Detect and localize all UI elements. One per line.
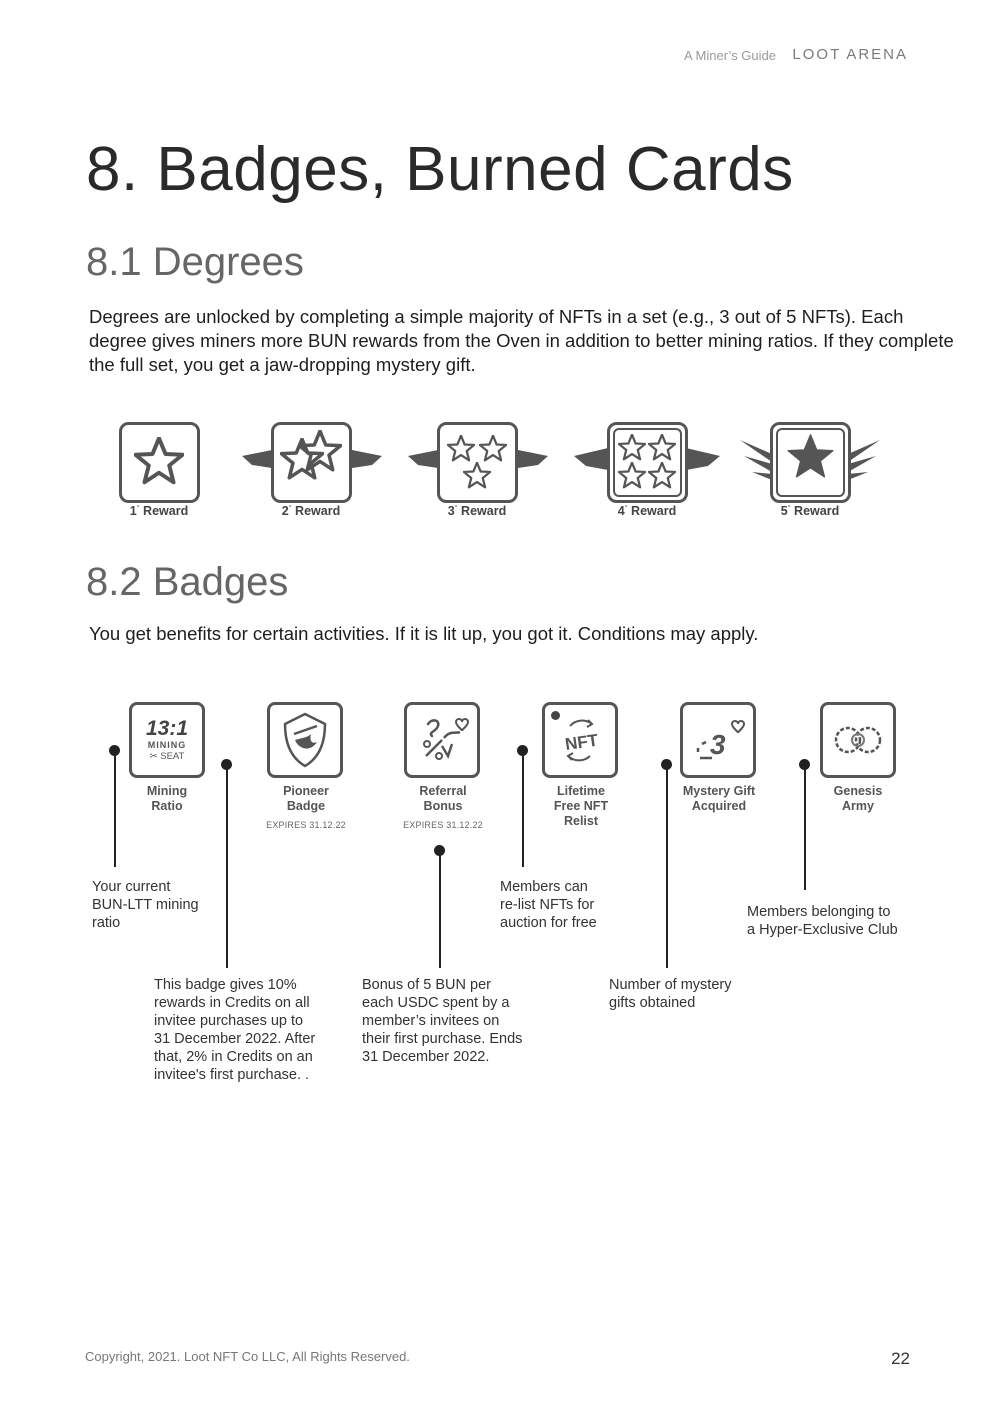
note-pioneer: This badge gives 10% rewards in Credits on all invitee purchases up to 31 December 2022. After that, 2% in Credits on an invitee's first purchase. . [154, 977, 316, 1083]
referral-percent-icon [412, 710, 472, 770]
badge-label-pioneer: Pioneer Badge [283, 784, 329, 813]
badge-label-mining-ratio: Mining Ratio [146, 784, 188, 813]
degree-label-4: 4° Reward [617, 504, 677, 518]
badge-label-relist: Lifetime Free NFT Relist [553, 784, 609, 828]
degree-label-1: 1° Reward [129, 504, 189, 518]
badge-expiry-pioneer: EXPIRES 31.12.22 [266, 820, 346, 830]
page-number: 22 [891, 1349, 910, 1368]
degree-3-icon [408, 424, 548, 502]
note-relist: Members can re-list NFTs for auction for free [500, 879, 597, 931]
section-heading-degrees: 8.1 Degrees [86, 240, 304, 284]
badge-expiry-referral: EXPIRES 31.12.22 [403, 820, 483, 830]
degree-label-2: 2° Reward [281, 504, 341, 518]
page-title: 8. Badges, Burned Cards [86, 135, 794, 204]
degree-4-icon [574, 424, 720, 502]
degree-2-icon [242, 424, 382, 502]
referral-bonus-badge-icon [404, 702, 480, 778]
badge-label-referral: Referral Bonus [419, 784, 467, 813]
nft-relist-icon [552, 712, 608, 768]
callout-line-mining [114, 750, 116, 867]
pioneer-badge-icon [267, 702, 343, 778]
mining-word: MINING [147, 740, 187, 750]
genesis-army-badge-icon [820, 702, 896, 778]
header-guide-title: A Miner’s Guide [683, 48, 776, 63]
degree-icons [0, 410, 1000, 506]
seat-word: ✂ SEAT [149, 751, 185, 762]
degree-label-5: 5° Reward [780, 504, 840, 518]
genesis-coins-icon [828, 720, 888, 760]
note-referral: Bonus of 5 BUN per each USDC spent by a member’s invitees on their first purchase. Ends 31 December 2022. [362, 977, 523, 1065]
callout-line-relist [522, 750, 524, 867]
badge-label-mystery-gift: Mystery Gift Acquired [682, 784, 756, 813]
degree-label-3: 3° Reward [447, 504, 507, 518]
callout-line-mystery [666, 764, 668, 968]
mining-ratio-value: 13:1 [145, 717, 189, 740]
degree-5-icon [740, 424, 880, 502]
active-dot [551, 711, 560, 720]
footer-copyright: Copyright, 2021. Loot NFT Co LLC, All Rights Reserved. [85, 1349, 410, 1364]
section-heading-badges: 8.2 Badges [86, 560, 289, 604]
note-mining-ratio: Your current BUN-LTT mining ratio [92, 879, 199, 931]
note-mystery-gift: Number of mystery gifts obtained [609, 977, 732, 1011]
degrees-paragraph: Degrees are unlocked by completing a simple majority of NFTs in a set (e.g., 3 out of 5 NFTs). Each degree gives miners more BUN rewards from the Oven in addition to better mining ratios. If they complete the full set, you get a jaw-dropping mystery gift. [89, 306, 954, 375]
brand-logo: LOOT ARENA [792, 46, 908, 63]
badges-paragraph: You get benefits for certain activities. If it is lit up, you got it. Conditions may apply. [89, 623, 759, 644]
shield-icon [277, 710, 333, 770]
gift-count-icon [688, 712, 748, 768]
note-genesis: Members belonging to a Hyper-Exclusive Club [747, 904, 898, 938]
badge-label-genesis: Genesis Army [833, 784, 883, 813]
callout-line-pioneer [226, 764, 228, 968]
svg-text:NFT: NFT [563, 730, 600, 754]
degree-1-icon [121, 424, 199, 502]
mining-ratio-badge-icon [129, 702, 205, 778]
svg-text:3: 3 [710, 729, 726, 760]
mystery-gift-badge-icon [680, 702, 756, 778]
callout-line-referral [439, 850, 441, 968]
lifetime-relist-badge-icon [542, 702, 618, 778]
callout-line-genesis [804, 764, 806, 890]
